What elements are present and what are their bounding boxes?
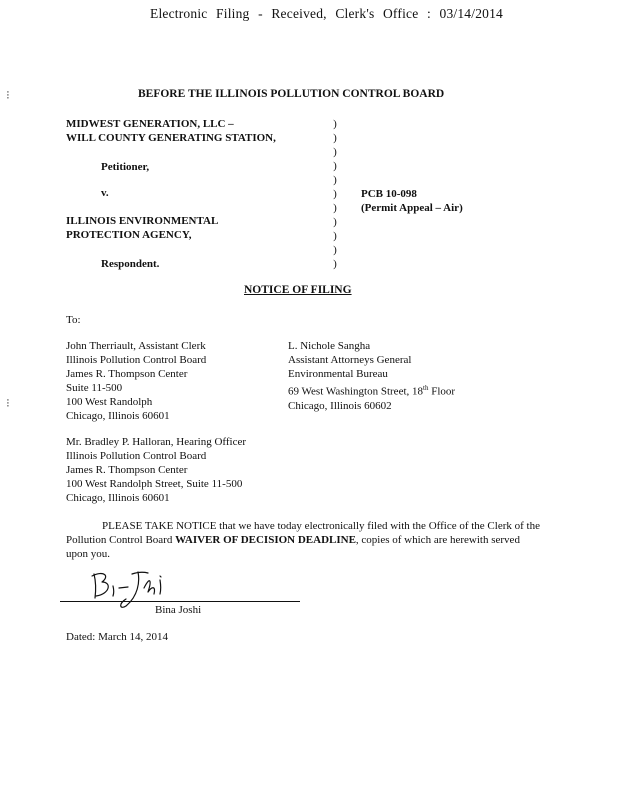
address-line: Illinois Pollution Control Board: [66, 354, 207, 366]
petitioner-name-line-1: MIDWEST GENERATION, LLC –: [66, 118, 234, 130]
address-line: 100 West Randolph: [66, 396, 153, 408]
caption-paren: ): [333, 174, 337, 186]
caption-paren: ): [333, 188, 337, 200]
street-floor: Floor: [428, 385, 456, 398]
case-type: (Permit Appeal – Air): [361, 202, 463, 214]
address-line: Environmental Bureau: [288, 368, 388, 380]
respondent-name-line-1: ILLINOIS ENVIRONMENTAL: [66, 215, 219, 227]
signer-name: Bina Joshi: [155, 604, 202, 616]
respondent-name-line-2: PROTECTION AGENCY,: [66, 229, 192, 241]
respondent-role: Respondent.: [101, 258, 160, 270]
caption-paren: ): [333, 202, 337, 214]
street-text: 69 West Washington Street, 18: [288, 385, 424, 398]
address-line: James R. Thompson Center: [66, 464, 188, 476]
caption-paren: ): [333, 146, 337, 158]
address-line: John Therriault, Assistant Clerk: [66, 340, 206, 352]
signature-line: [60, 601, 300, 602]
address-line: 100 West Randolph Street, Suite 11-500: [66, 478, 243, 490]
recipient-hearing-officer: [66, 435, 246, 505]
caption-paren: ): [333, 244, 337, 256]
address-line: James R. Thompson Center: [66, 368, 188, 380]
address-line: Mr. Bradley P. Halloran, Hearing Officer: [66, 436, 247, 448]
caption-paren: ): [333, 216, 337, 228]
address-line: Illinois Pollution Control Board: [66, 450, 207, 462]
notice-body-tail: , copies of which are herewith served upon you.: [66, 534, 520, 560]
document-title: WAIVER OF DECISION DEADLINE: [175, 534, 356, 546]
dated: Dated: March 14, 2014: [66, 631, 169, 643]
filing-stamp: Electronic Filing - Received, Clerk's Office : 03/14/2014: [150, 6, 504, 21]
caption-paren: ): [333, 258, 337, 270]
notice-title: NOTICE OF FILING: [244, 284, 352, 296]
scan-mark: ⁝: [6, 88, 10, 102]
recipient-attorney-general: [288, 339, 455, 413]
versus: v.: [101, 187, 109, 199]
address-line: Chicago, Illinois 60601: [66, 492, 170, 504]
case-number: PCB 10-098: [361, 188, 417, 200]
address-line: L. Nichole Sangha: [288, 340, 371, 352]
address-line: Assistant Attorneys General: [288, 354, 412, 366]
address-line: Chicago, Illinois 60602: [288, 399, 392, 412]
address-line-street: [288, 381, 455, 399]
address-line: Suite 11-500: [66, 382, 123, 394]
scan-mark: ⁝: [6, 396, 10, 410]
petitioner-role: Petitioner,: [101, 161, 150, 173]
caption-paren: ): [333, 160, 337, 172]
notice-body: [66, 519, 544, 561]
to-label: To:: [66, 314, 81, 326]
address-line: Chicago, Illinois 60601: [66, 410, 170, 422]
ordinal-suffix: th: [423, 384, 429, 392]
caption-paren: ): [333, 118, 337, 130]
notice-body-lead: PLEASE TAKE NOTICE that we have today electronically filed with the Office of the Clerk of the Pollution Control Board: [66, 520, 540, 546]
caption-paren: ): [333, 230, 337, 242]
board-title: BEFORE THE ILLINOIS POLLUTION CONTROL BOARD: [138, 88, 445, 100]
caption-paren: ): [333, 132, 337, 144]
petitioner-name-line-2: WILL COUNTY GENERATING STATION,: [66, 132, 276, 144]
recipient-clerk: [66, 339, 206, 423]
